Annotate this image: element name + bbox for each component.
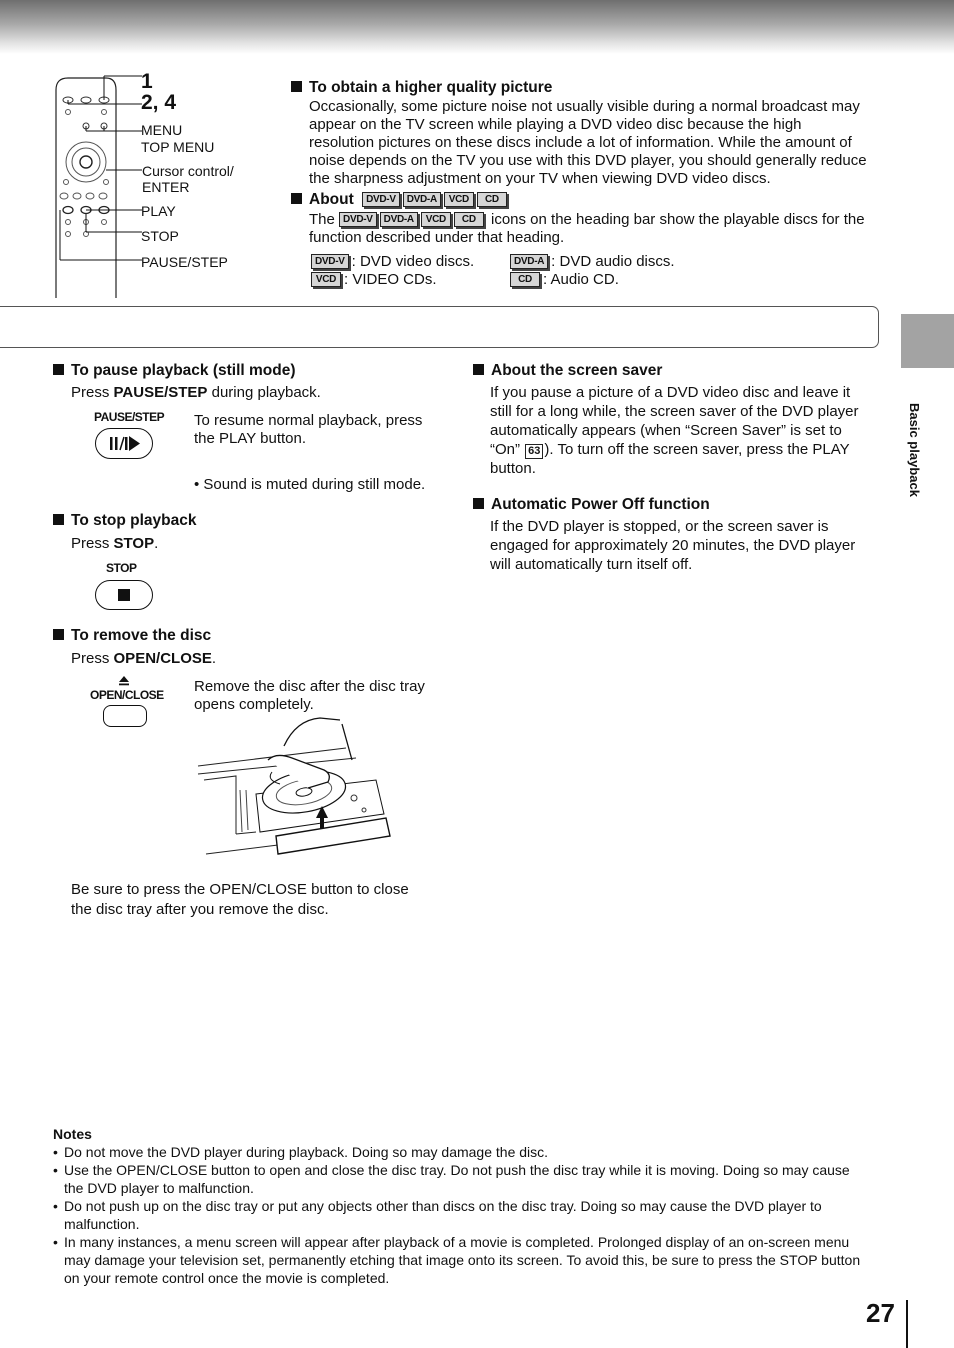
header-bar xyxy=(0,0,954,54)
remote-step-1: 1 xyxy=(141,70,153,93)
quality-heading: To obtain a higher quality picture xyxy=(291,78,552,98)
legend-vcd: VCD : VIDEO CDs. xyxy=(311,271,437,289)
heading-square-icon xyxy=(53,629,64,640)
screensaver-paragraph: If you pause a picture of a DVD video disc and leave it still for a long while, the screen saver of the DVD player automatically appears (when “Screen Saver” is set to “On” 63 ). To turn off the screen saver, press the PLAY button. xyxy=(490,384,859,477)
remote-label-stop: STOP xyxy=(141,228,179,244)
section-heading-bar xyxy=(0,306,879,348)
heading-square-icon xyxy=(291,81,302,92)
remote-label-play: PLAY xyxy=(141,203,176,219)
remove-instruction: Press OPEN/CLOSE. xyxy=(71,650,217,667)
autopower-paragraph: If the DVD player is stopped, or the screen saver is engaged for approximately 20 minutes, the DVD player will automatically turn itself off. xyxy=(490,518,856,573)
badge-dvd-a: DVD-A xyxy=(380,212,418,227)
badge-dvd-v: DVD-V xyxy=(339,212,377,227)
stop-button xyxy=(95,580,153,610)
side-tab xyxy=(901,314,954,368)
remove-close-text: Be sure to press the OPEN/CLOSE button to close the disc tray after you remove the disc. xyxy=(71,881,409,918)
autopower-heading: Automatic Power Off function xyxy=(473,495,710,515)
open-close-button-label: OPEN/CLOSE xyxy=(90,688,164,702)
remote-control-illustration xyxy=(50,70,150,298)
pause-button-label: PAUSE/STEP xyxy=(94,410,165,424)
pause-instruction: Press PAUSE/STEP during playback. xyxy=(71,384,321,401)
remove-heading: To remove the disc xyxy=(53,626,211,646)
remove-after-text: Remove the disc after the disc tray opens completely. xyxy=(194,678,425,713)
disc-tray-illustration xyxy=(196,714,396,860)
about-paragraph: The DVD-V DVD-A VCD CD icons on the heading bar show the playable discs for the function described under that heading. xyxy=(309,211,865,246)
note-item: • Do not move the DVD player during playback. Doing so may damage the disc. xyxy=(53,1143,863,1161)
badge-cd: CD xyxy=(454,212,484,227)
side-tab-label: Basic playback xyxy=(907,403,922,497)
stop-instruction: Press STOP. xyxy=(71,535,159,552)
heading-square-icon xyxy=(291,193,302,204)
badge-cd: CD xyxy=(477,192,507,207)
legend-cd: CD : Audio CD. xyxy=(510,271,619,289)
remote-step-2-4: 2, 4 xyxy=(141,91,177,114)
eject-icon xyxy=(118,676,130,686)
heading-square-icon xyxy=(473,364,484,375)
pause-step-icon xyxy=(96,429,152,458)
note-item: • In many instances, a menu screen will appear after playback of a movie is completed. Prolonged display of an on-screen menu may damage your television set, permanently etching that image onto its screen. To avoid this, be sure to press the STOP button on your remote control once the movie is completed. xyxy=(53,1233,863,1287)
remote-label-pause-step: PAUSE/STEP xyxy=(141,254,228,270)
remote-label-cursor: Cursor control/ xyxy=(142,163,234,179)
note-item: • Use the OPEN/CLOSE button to open and close the disc tray. Do not push the disc tray while it is moving. Doing so may cause the DVD player to malfunction. xyxy=(53,1161,863,1197)
notes-section xyxy=(53,1125,863,1287)
legend-dvd-v: DVD-V : DVD video discs. xyxy=(311,253,474,271)
open-close-button xyxy=(103,705,147,727)
remote-label-top-menu: TOP MENU xyxy=(141,139,215,155)
page-number-rule xyxy=(906,1300,908,1348)
pause-sound-note: • Sound is muted during still mode. xyxy=(194,476,426,493)
note-item: • Do not push up on the disc tray or put any objects other than discs on the disc tray. Doing so may cause the DVD player to malfunction. xyxy=(53,1197,863,1233)
heading-square-icon xyxy=(53,514,64,525)
stop-heading: To stop playback xyxy=(53,511,196,531)
about-heading: About DVD-V DVD-A VCD CD xyxy=(291,190,510,210)
heading-square-icon xyxy=(473,498,484,509)
heading-square-icon xyxy=(53,364,64,375)
page-reference: 63 xyxy=(525,444,543,459)
page-number: 27 xyxy=(866,1298,895,1328)
quality-paragraph: Occasionally, some picture noise not usually visible during a normal broadcast may appear on the TV screen while playing a DVD video disc because the high resolution pictures on these discs include a lot of information. While the amount of noise depends on the TV you use with this DVD player, you should generally reduce the sharpness adjustment on your TV when viewing DVD video discs. xyxy=(309,98,867,187)
badge-dvd-v: DVD-V xyxy=(362,192,400,207)
notes-title: Notes xyxy=(53,1126,92,1142)
badge-vcd: VCD xyxy=(421,212,451,227)
remote-label-enter: ENTER xyxy=(142,179,190,195)
remote-label-menu: MENU xyxy=(141,122,183,138)
screensaver-heading: About the screen saver xyxy=(473,361,662,381)
pause-heading: To pause playback (still mode) xyxy=(53,361,296,381)
legend-dvd-a: DVD-A : DVD audio discs. xyxy=(510,253,675,271)
pause-resume-text: To resume normal playback, press the PLAY button. xyxy=(194,412,423,447)
badge-dvd-a: DVD-A xyxy=(403,192,441,207)
stop-square-icon xyxy=(96,581,152,609)
stop-button-label: STOP xyxy=(106,561,137,575)
badge-vcd: VCD xyxy=(444,192,474,207)
pause-step-button xyxy=(95,428,153,459)
